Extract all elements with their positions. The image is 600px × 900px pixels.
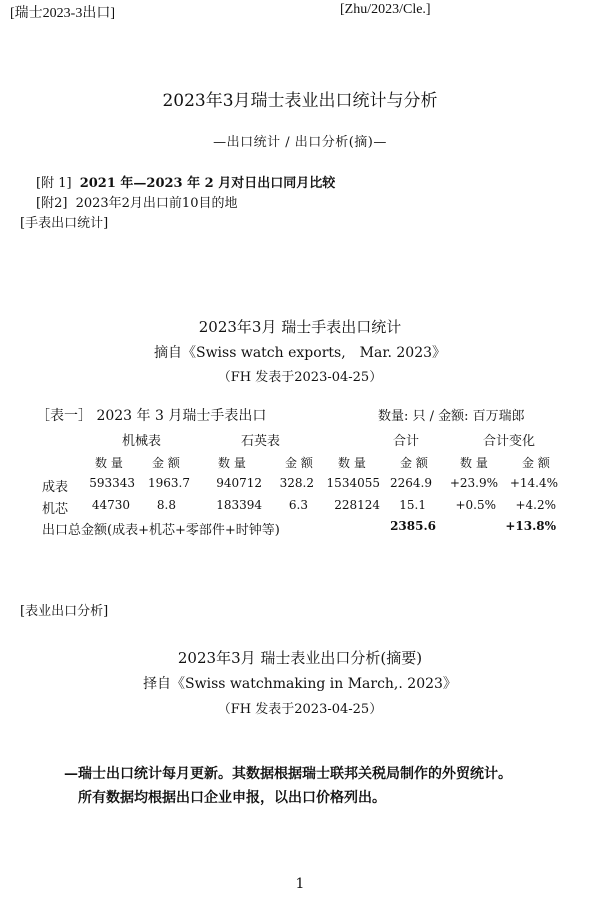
analysis-title: 2023年3月 瑞士表业出口分析(摘要): [177, 649, 423, 667]
analysis-source: 择自《Swiss watchmaking in March,. 2023》: [143, 676, 457, 692]
table-cell: +14.4%: [509, 476, 558, 490]
col-group-total: 合计: [393, 434, 420, 449]
table-units: 数量: 只 / 金额: 百万瑞郎: [378, 409, 525, 424]
header-right: [Zhu/2023/Cle.]: [340, 2, 431, 17]
section-tag-analysis: [表业出口分析]: [20, 604, 109, 619]
row-label-movements: 机芯: [42, 502, 69, 517]
stats-title: 2023年3月 瑞士手表出口统计: [198, 318, 402, 336]
col-group-mechanical: 机械表: [122, 434, 162, 449]
table-cell: 1963.7: [148, 476, 190, 490]
table-cell: 940712: [216, 476, 262, 490]
appendix-2-text: 2023年2月出口前10目的地: [75, 196, 238, 211]
subheader-qty: 数 量: [95, 456, 123, 470]
analysis-published: （FH 发表于2023-04-25）: [217, 702, 383, 717]
appendix-2: [36, 192, 237, 211]
stats-published: （FH 发表于2023-04-25）: [217, 370, 383, 385]
subheader-amount: 金 额: [522, 456, 550, 470]
subheader-amount: 金 额: [285, 456, 313, 470]
table-cell: 8.8: [156, 498, 176, 512]
appendix-1-label: [附 1]: [36, 176, 72, 191]
appendix-1-text: 2021 年—2023 年 2 月对日出口同月比较: [79, 176, 336, 191]
stats-source: 摘自《Swiss watch exports, Mar. 2023》: [153, 345, 447, 361]
subheader-amount: 金 额: [152, 456, 180, 470]
table-caption: ［表一］ 2023 年 3 月瑞士手表出口: [36, 408, 267, 424]
table-cell: +23.9%: [449, 476, 498, 490]
total-amount: 2385.6: [390, 519, 436, 533]
appendix-2-label: [附2]: [36, 196, 68, 211]
total-change: +13.8%: [505, 519, 556, 533]
note-line-2: 所有数据均根据出口企业申报，以出口价格列出。: [78, 790, 386, 806]
page-number: 1: [295, 876, 305, 892]
table-cell: 328.2: [279, 476, 314, 490]
subheader-qty: 数 量: [338, 456, 366, 470]
table-cell: 2264.9: [390, 476, 432, 490]
table-cell: +0.5%: [455, 498, 496, 512]
table-cell: 6.3: [288, 498, 308, 512]
table-cell: 15.1: [399, 498, 426, 512]
note-line-1: —瑞士出口统计每月更新。其数据根据瑞士联邦关税局制作的外贸统计。: [64, 766, 512, 782]
row-label-finished-watches: 成表: [42, 480, 69, 495]
table-cell: 1534055: [326, 476, 380, 490]
page-title: 2023年3月瑞士表业出口统计与分析: [162, 91, 438, 111]
subheader-qty: 数 量: [460, 456, 488, 470]
table-cell: 44730: [91, 498, 130, 512]
table-cell: +4.2%: [515, 498, 556, 512]
appendix-1: [36, 172, 335, 191]
table-cell: 593343: [89, 476, 135, 490]
total-label: 出口总金额(成表+机芯+零部件+时钟等): [42, 523, 280, 538]
header-left: [瑞士2023-3出口]: [10, 6, 115, 21]
subheader-qty: 数 量: [218, 456, 246, 470]
col-group-change: 合计变化: [483, 434, 536, 449]
col-group-quartz: 石英表: [241, 434, 281, 449]
subheader-amount: 金 额: [400, 456, 428, 470]
table-cell: 183394: [216, 498, 262, 512]
section-tag-watch-stats: [手表出口统计]: [20, 216, 109, 231]
table-cell: 228124: [334, 498, 380, 512]
page-subtitle: —出口统计 / 出口分析(摘)—: [213, 135, 387, 150]
